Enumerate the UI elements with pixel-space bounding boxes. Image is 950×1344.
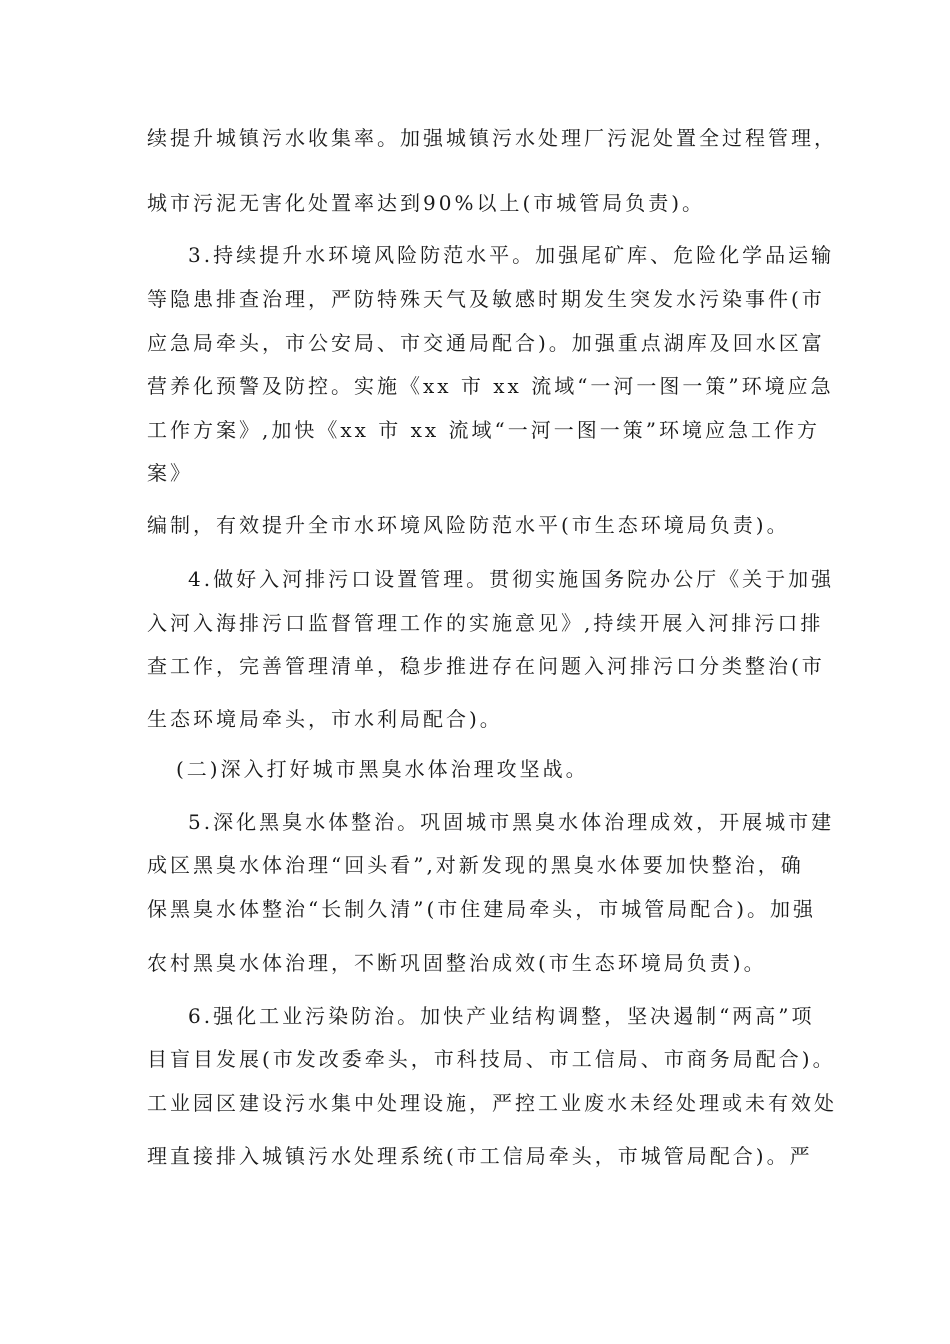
paragraph-line: 保黑臭水体整治“长制久清”(市住建局牵头，市城管局配合)。加强 — [147, 897, 817, 921]
paragraph-line: 成区黑臭水体治理“回头看”,对新发现的黑臭水体要加快整治，确 — [147, 853, 804, 877]
paragraph-line: 查工作，完善管理清单，稳步推进存在问题入河排污口分类整治(市 — [147, 654, 825, 678]
paragraph-line: 工作方案》,加快《xx 市 xx 流域“一河一图一策”环境应急工作方 — [147, 418, 820, 442]
paragraph-line: 理直接排入城镇污水处理系统(市工信局牵头，市城管局配合)。严 — [147, 1144, 813, 1168]
paragraph-line: 续提升城镇污水收集率。加强城镇污水处理厂污泥处置全过程管理， — [147, 126, 837, 150]
paragraph-line: 案》 — [147, 461, 193, 485]
paragraph-line: 应急局牵头，市公安局、市交通局配合)。加强重点湖库及回水区富 — [147, 331, 825, 355]
paragraph-line: 6.强化工业污染防治。加快产业结构调整，坚决遏制“两高”项 — [188, 1004, 815, 1028]
paragraph-line: 生态环境局牵头，市水利局配合)。 — [147, 707, 503, 731]
paragraph-line: 编制，有效提升全市水环境风险防范水平(市生态环境局负责)。 — [147, 513, 790, 537]
paragraph-line: 5.深化黑臭水体整治。巩固城市黑臭水体治理成效，开展城市建 — [188, 810, 835, 834]
paragraph-line: 3.持续提升水环境风险防范水平。加强尾矿库、危险化学品运输 — [188, 243, 835, 267]
paragraph-line: 等隐患排查治理，严防特殊天气及敏感时期发生突发水污染事件(市 — [147, 287, 825, 311]
paragraph-line: 城市污泥无害化处置率达到90%以上(市城管局负责)。 — [147, 191, 706, 215]
paragraph-line: 目盲目发展(市发改委牵头，市科技局、市工信局、市商务局配合)。 — [147, 1047, 836, 1071]
paragraph-line: 工业园区建设污水集中处理设施，严控工业废水未经处理或未有效处 — [147, 1091, 837, 1115]
paragraph-line: 4.做好入河排污口设置管理。贯彻实施国务院办公厅《关于加强 — [188, 567, 835, 591]
paragraph-line: 营养化预警及防控。实施《xx 市 xx 流域“一河一图一策”环境应急 — [147, 374, 834, 398]
section-heading: (二)深入打好城市黑臭水体治理攻坚战。 — [176, 757, 589, 781]
paragraph-line: 农村黑臭水体治理，不断巩固整治成效(市生态环境局负责)。 — [147, 951, 767, 975]
paragraph-line: 入河入海排污口监督管理工作的实施意见》,持续开展入河排污口排 — [147, 611, 824, 635]
